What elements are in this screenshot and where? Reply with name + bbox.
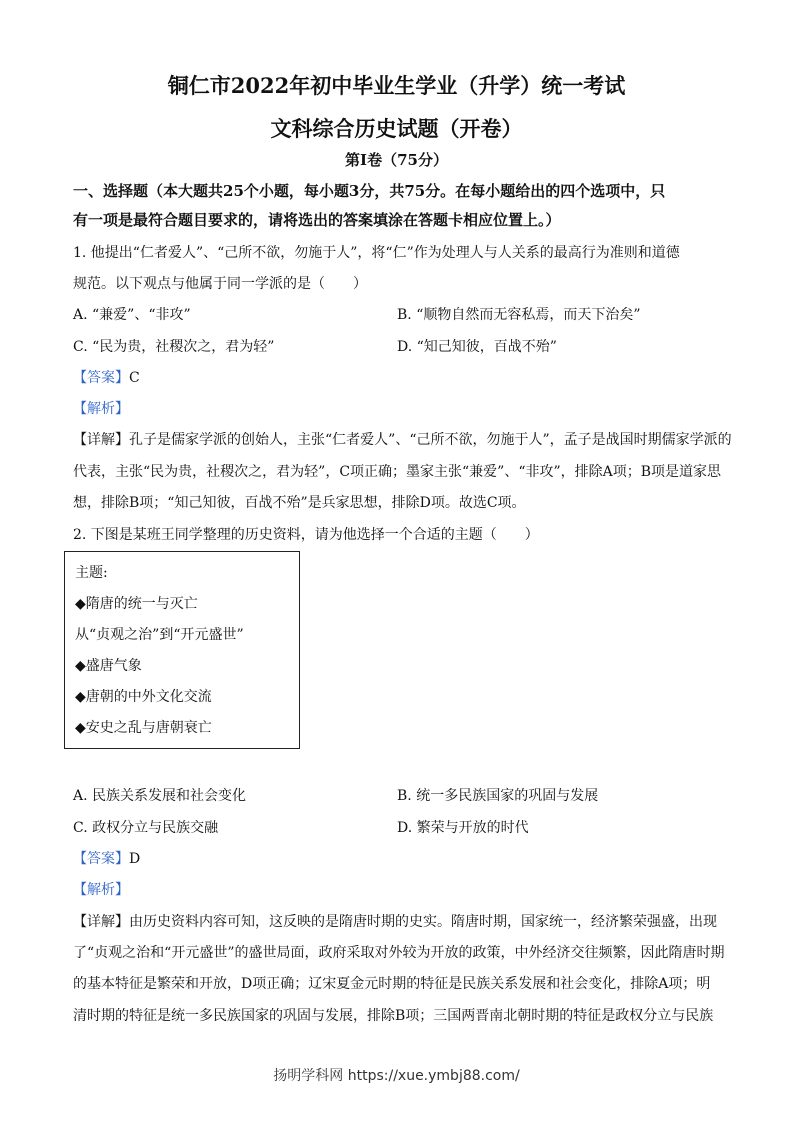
section-instructions-line1: 一、选择题（本大题共25个小题，每小题3分，共75分。在每小题给出的四个选项中，只 xyxy=(73,182,666,200)
q2-detail-line3: 的基本特征是繁荣和开放，D项正确；辽宋夏金元时期的特征是民族关系发展和社会变化，排除A项；明 xyxy=(73,976,711,992)
q2-option-a: A. 民族关系发展和社会变化 xyxy=(73,788,247,804)
q1-answer-value: C xyxy=(129,370,140,386)
q1-stem-line2: 规范。以下观点与他属于同一学派的是（ ） xyxy=(73,276,367,292)
q2-box-item4: ◆唐朝的中外文化交流 xyxy=(75,689,212,705)
q1-detail-line3: 想，排除B项；“知己知彼，百战不殆”是兵家思想，排除D项。故选C项。 xyxy=(73,495,526,511)
q2-answer-label: 【答案】 xyxy=(73,851,129,867)
q2-answer-value: D xyxy=(129,851,141,867)
q2-option-d: D. 繁荣与开放的时代 xyxy=(397,820,529,836)
q1-detail-line2: 代表，主张“民为贵，社稷次之，君为轻”，C项正确；墨家主张“兼爱”、“非攻”，排除A项；B项是道家思 xyxy=(73,464,722,480)
q2-detail-line2: 了“贞观之治和“开元盛世”的盛世局面，政府采取对外较为开放的政策，中外经济交往频繁，因此隋唐时期 xyxy=(73,945,725,961)
part-title: 第I卷（75分） xyxy=(345,151,448,169)
q1-detail-line1: 【详解】孔子是儒家学派的创始人，主张“仁者爱人”、“己所不欲，勿施于人”，孟子是战国时期儒家学派的 xyxy=(73,432,732,448)
q1-answer xyxy=(73,369,140,387)
q2-box-item2: 从“贞观之治”到“开元盛世” xyxy=(75,627,244,643)
exam-title: 铜仁市2022年初中毕业生学业（升学）统一考试 xyxy=(167,73,626,98)
q1-option-b: B. “顺物自然而无容私焉，而天下治矣” xyxy=(397,307,641,323)
q1-answer-label: 【答案】 xyxy=(73,370,129,386)
q2-box-item5: ◆安史之乱与唐朝衰亡 xyxy=(75,720,212,736)
q2-detail-line4: 清时期的特征是统一多民族国家的巩固与发展，排除B项；三国两晋南北朝时期的特征是政权分立与民族 xyxy=(73,1008,714,1024)
section-instructions-line2: 有一项是最符合题目要求的，请将选出的答案填涂在答题卡相应位置上。） xyxy=(73,211,561,229)
q2-analysis-label: 【解析】 xyxy=(73,882,129,898)
q2-option-b: B. 统一多民族国家的巩固与发展 xyxy=(397,788,599,804)
q2-detail-line1: 【详解】由历史资料内容可知，这反映的是隋唐时期的史实。隋唐时期，国家统一，经济繁荣强盛，出现 xyxy=(73,914,717,930)
q2-box-topic: 主题: xyxy=(75,565,108,581)
exam-subtitle: 文科综合历史试题（开卷） xyxy=(270,116,523,141)
q2-material-box xyxy=(64,551,300,749)
q2-box-item3: ◆盛唐气象 xyxy=(75,658,142,674)
q2-box-item1: ◆隋唐的统一与灭亡 xyxy=(75,596,198,612)
q2-option-c: C. 政权分立与民族交融 xyxy=(73,820,219,836)
q1-option-c: C. “民为贵，社稷次之，君为轻” xyxy=(73,339,275,355)
q1-stem-line1: 1. 他提出“仁者爱人”、“己所不欲，勿施于人”，将“仁”作为处理人与人关系的最高行为准则和道德 xyxy=(73,245,680,261)
q2-answer xyxy=(73,850,140,868)
q1-option-a: A. “兼爱”、“非攻” xyxy=(73,307,191,323)
q1-option-d: D. “知己知彼，百战不殆” xyxy=(397,339,557,355)
q1-analysis-label: 【解析】 xyxy=(73,401,129,417)
q2-stem: 2. 下图是某班王同学整理的历史资料，请为他选择一个合适的主题（ ） xyxy=(73,527,539,543)
footer-watermark: 扬明学科网 https://xue.ymbj88.com/ xyxy=(273,1068,520,1084)
